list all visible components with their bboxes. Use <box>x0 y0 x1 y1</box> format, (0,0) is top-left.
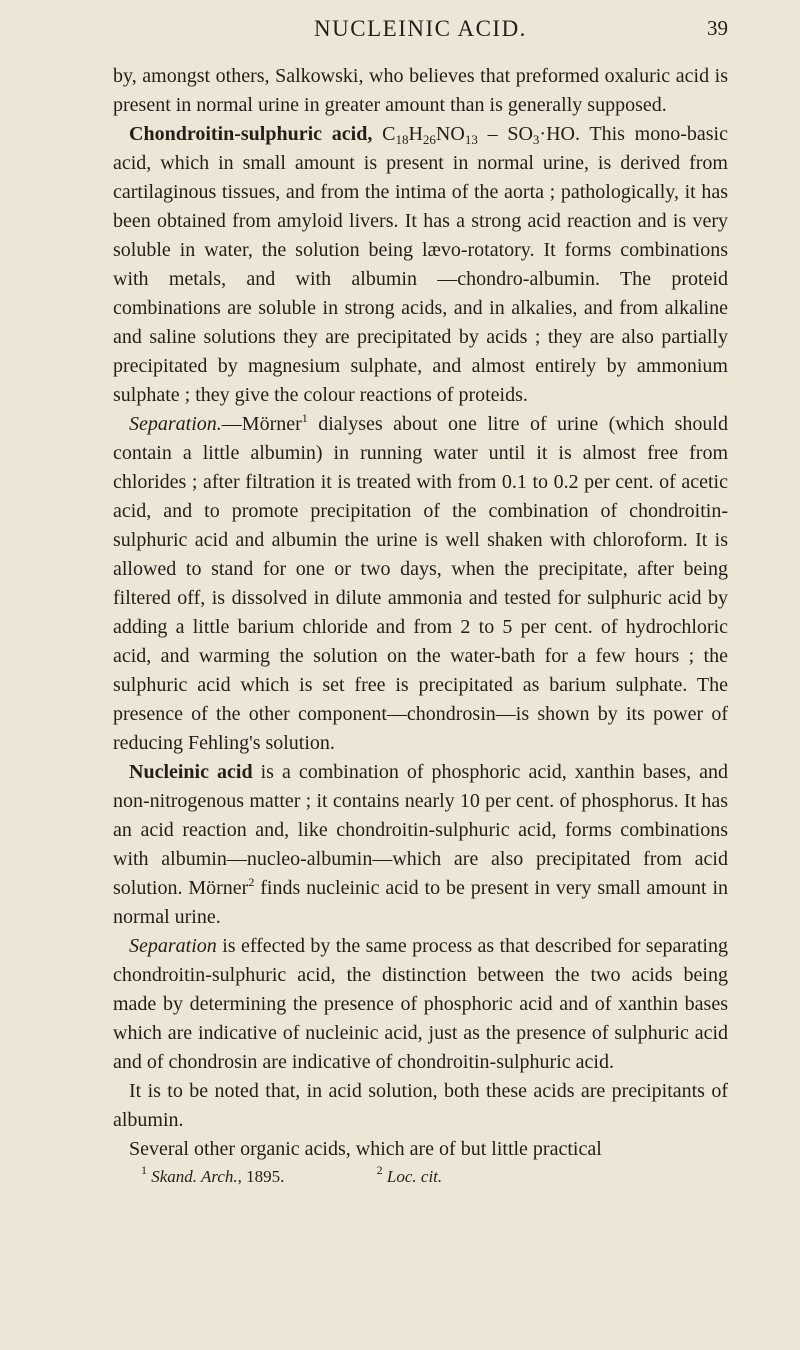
page-number: 39 <box>707 16 728 40</box>
paragraph-continuation <box>113 62 728 120</box>
formula: $C_{18}H_{26}NO_{13} - SO_3\cdot HO$. <box>382 123 580 147</box>
paragraph-separation-2 <box>113 932 728 1077</box>
running-title: NUCLEINIC ACID. <box>314 16 527 41</box>
paragraph-chondroitin-text: This mono-basic acid, which in small amount is present in normal urine, is derived from cartilaginous tissues, and from the intima of the aorta ; pathologically, it has been obtained from amyloid livers. It has a strong acid reaction and is very soluble in water, the solution being lævo-rotatory. It forms combinations with metals, and with albumin —chondro-albumin. The proteid combinations are soluble in strong acids, and in alkalies, and from alkaline and saline solutions they are precipitated by acids ; they are also partially precipitated by magnesium sulphate, and almost entirely by ammonium sulphate ; they give the colour reactions of proteids. <box>113 123 728 406</box>
term-nucleinic-acid: Nucleinic acid <box>129 761 253 783</box>
footnote-ref-1: 1 <box>301 411 308 425</box>
footnote-1: $^1$ Skand. Arch., 1895. <box>141 1163 285 1186</box>
body-text <box>113 62 728 1164</box>
label-separation: Separation. <box>129 413 222 435</box>
paragraph-other-acids: Several other organic acids, which are of but little practical <box>129 1138 602 1160</box>
paragraph-nucleinic: Nucleinic acid is a combination of phosphoric acid, xanthin bases, and non-nitrogenous matter ; it contains nearly 10 per cent. of phosphorus. It has an acid reaction and, like chondroitin-sulphuric acid, forms combinations with albumin—nucleo-albumin—which are also precipitated from acid solution. Mörner$^2$ finds nucleinic acid to be present in very small amount in normal urine. <box>113 761 729 928</box>
footnote-2: $^2$ Loc. cit. <box>376 1163 443 1186</box>
paragraph-separation-2-text: is effected by the same process as that described for separating chondroitin-sulphuric acid, the distinction between the two acids being made by determining the presence of phosphoric acid and of xanthin bases which are indicative of nucleinic acid, just as the presence of sulphuric acid and of chondrosin are indicative of chondroitin-sulphuric acid. <box>113 935 728 1073</box>
footnotes <box>113 1163 728 1188</box>
running-head <box>113 0 728 62</box>
paragraph-separation-1-text: dialyses about one litre of urine (which should contain a little albumin) in running water until it is almost free from chlorides ; after filtration it is treated with from 0.1 to 0.2 per cent. of acetic acid, and to promote precipitation of the combination of chondroitin-sulphuric acid and albumin the urine is well shaken with chloroform. It is allowed to stand for one or two days, when the precipitate, after being filtered off, is dissolved in dilute ammonia and tested for sulphuric acid by adding a little barium chloride and from 2 to 5 per cent. of hydrochloric acid, and warming the solution on the water-bath for a few hours ; the sulphuric acid which is set free is precipitated as barium sulphate. The presence of the other component—chondrosin—is shown by its power of reducing Fehling's solution. <box>113 413 728 754</box>
paragraph-note: It is to be noted that, in acid solution, both these acids are precipitants of albumin. <box>113 1080 728 1131</box>
paragraph-continuation-text: by, amongst others, Salkowski, who believes that preformed oxaluric acid is present in normal urine in greater amount than is generally supposed. <box>113 65 728 116</box>
label-separation-2: Separation <box>129 935 217 957</box>
paragraph-separation-1: Separation.—Mörner$^1$ dialyses about one litre of urine (which should contain a little albumin) in running water until it is almost free from chlorides ; after filtration it is treated with from 0.1 to 0.2 per cent. of acetic acid, and to promote precipitation of the combination of chondroitin-sulphuric acid and albumin the urine is well shaken with chloroform. It is allowed to stand for one or two days, when the precipitate, after being filtered off, is dissolved in dilute ammonia and tested for sulphuric acid by adding a little barium chloride and from 2 to 5 per cent. of hydrochloric acid, and warming the solution on the water-bath for a few hours ; the sulphuric acid which is set free is precipitated as barium sulphate. The presence of the other component—chondrosin—is shown by its power of reducing Fehling's solution. <box>113 411 728 754</box>
term-chondroitin-sulphuric-acid: Chondroitin-sulphuric acid, <box>129 123 373 145</box>
paragraph-chondroitin <box>113 120 728 410</box>
footnote-ref-2: 2 <box>248 875 255 889</box>
